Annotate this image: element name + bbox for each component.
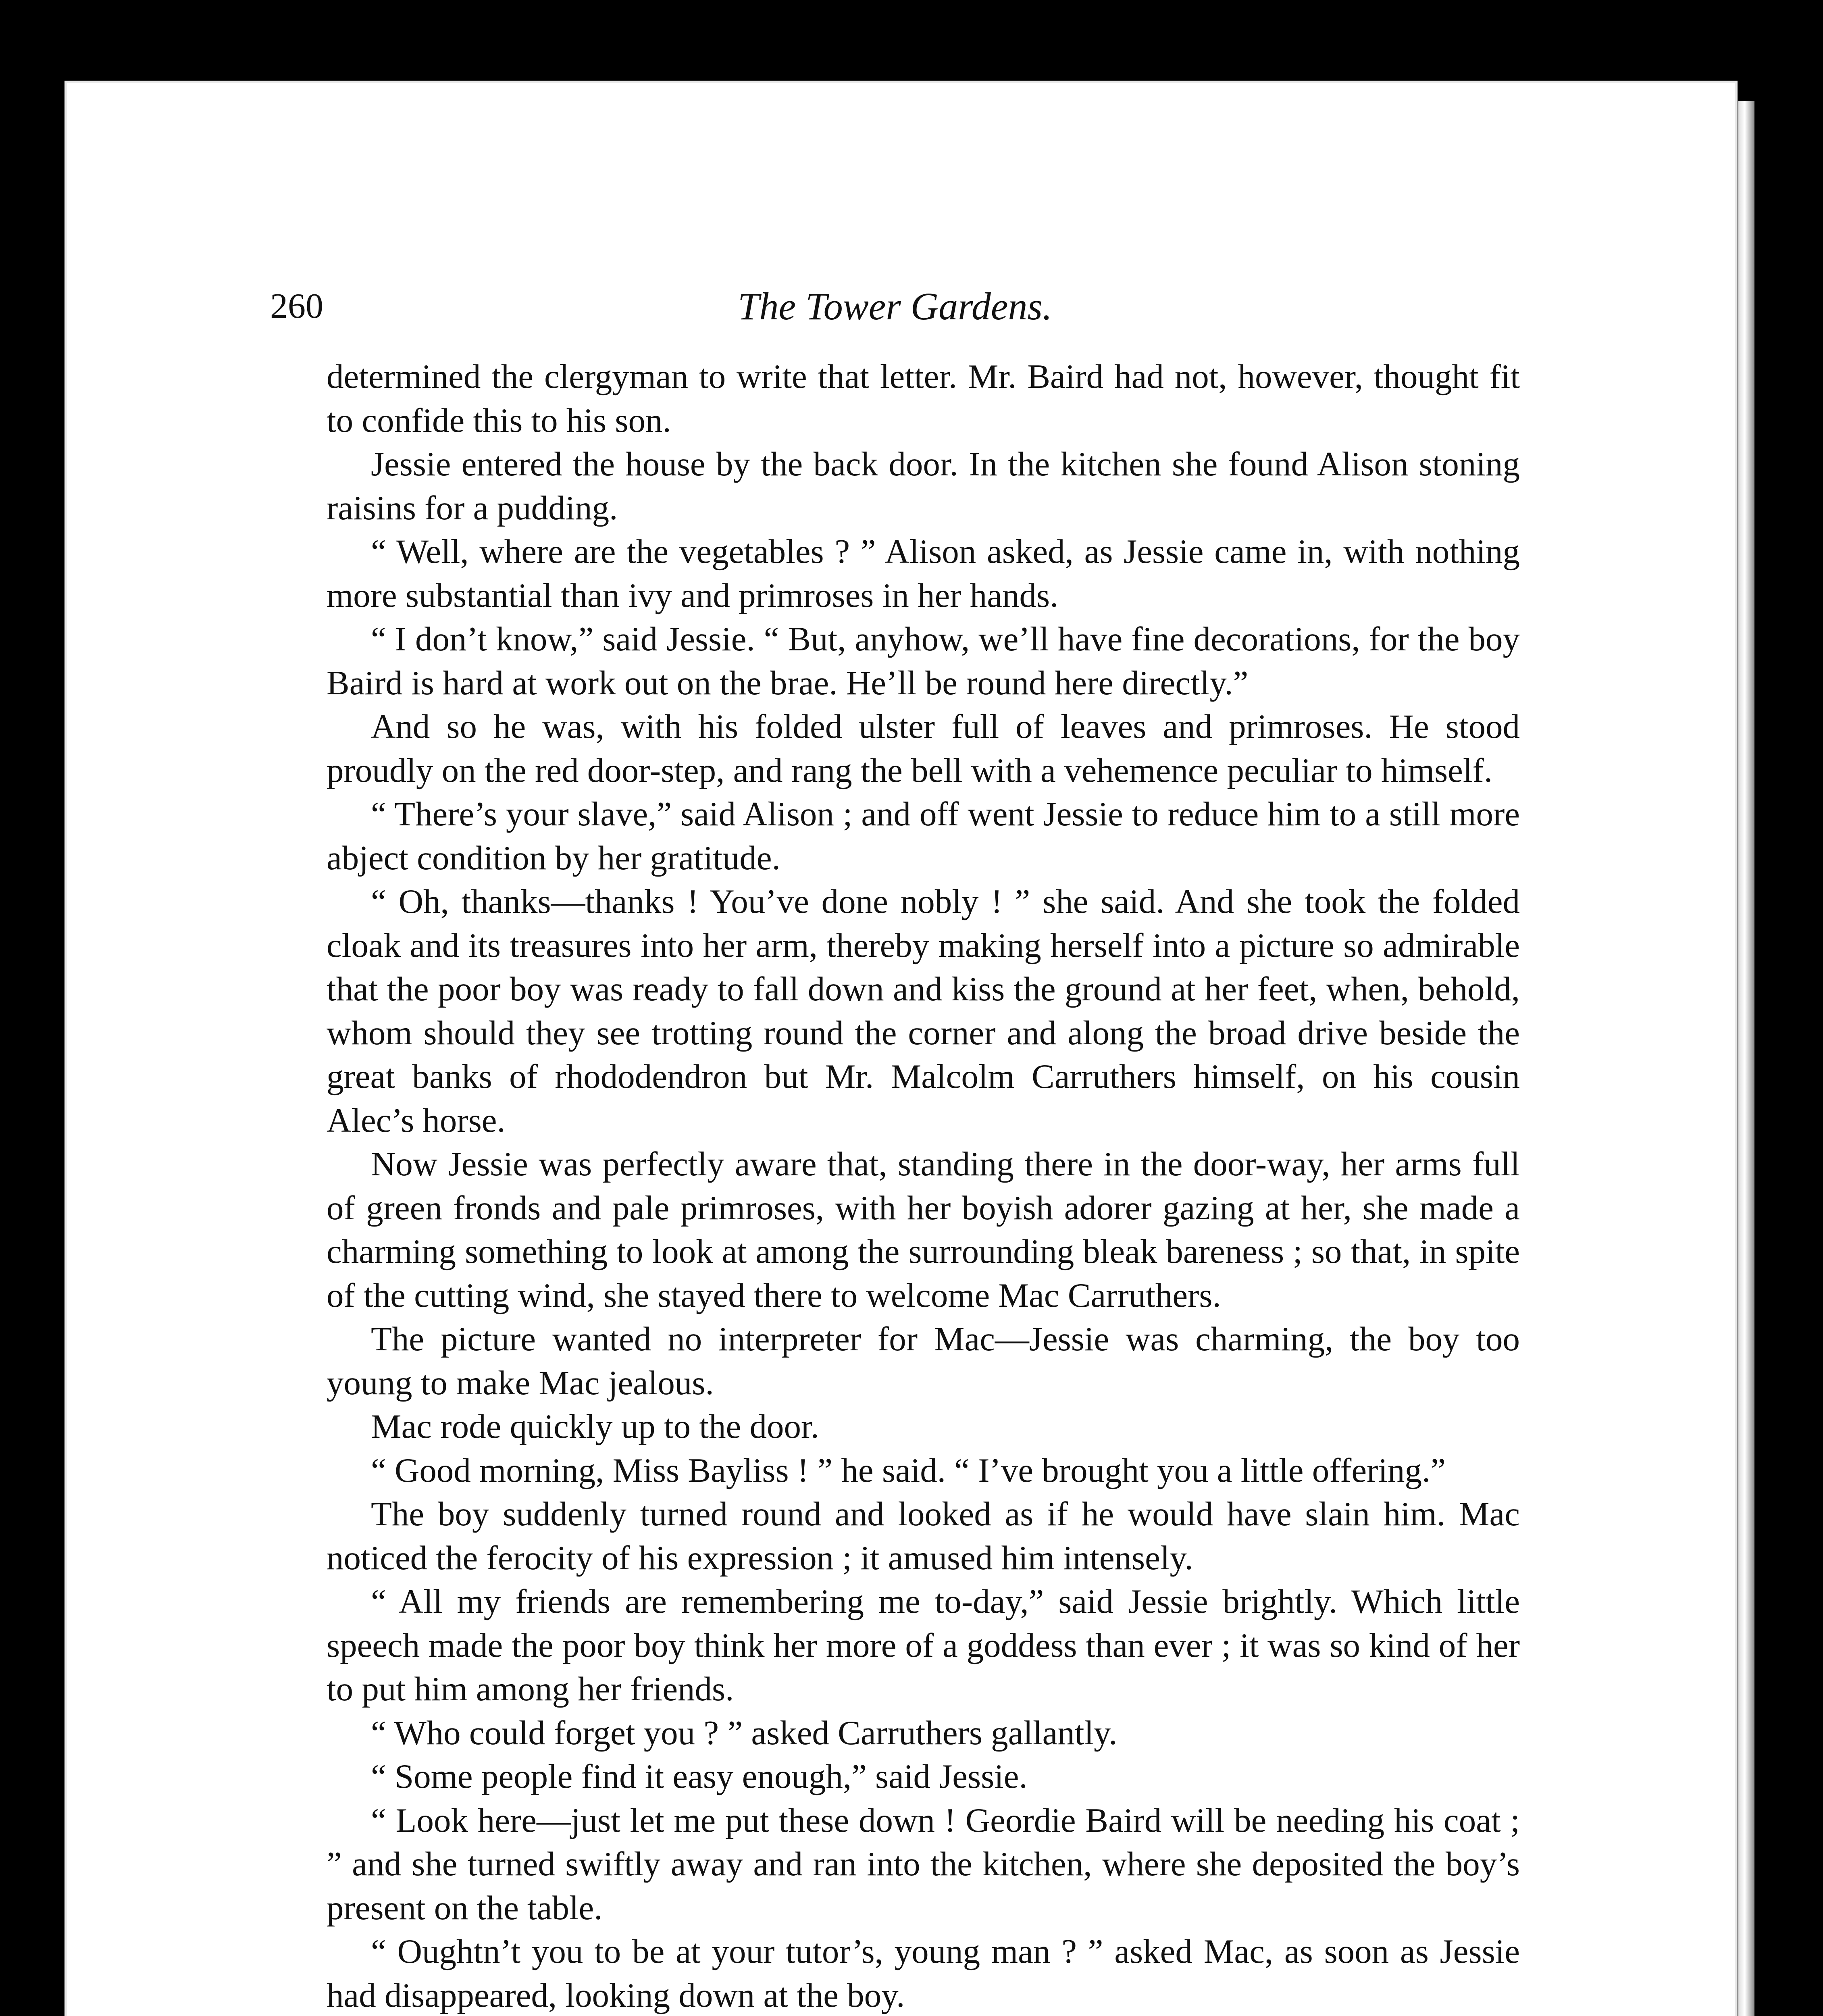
paragraph: “ Who could forget you ? ” asked Carruthers gallantly. <box>371 1714 1118 1752</box>
page-edge <box>1738 101 1754 2016</box>
body-text <box>327 355 1520 2016</box>
paragraph: “ I don’t know,” said Jessie. “ But, anyhow, we’ll have fine decorations, for the boy Baird is hard at work out on the brae. He’ll be round here directly.” <box>327 620 1520 702</box>
paragraph: “ Oh, thanks—thanks ! You’ve done nobly ! ” she said. And she took the folded cloak and its treasures into her arm, thereby making herself into a picture so admirable that the poor boy was ready to fall down and kiss the ground at her feet, when, behold, whom should they see trotting round the corner and along the broad drive beside the great banks of rhododendron but Mr. Malcolm Carruthers himself, on his cousin Alec’s horse. <box>327 883 1520 1139</box>
page-header <box>270 282 1520 331</box>
paragraph: “ Look here—just let me put these down ! Geordie Baird will be needing his coat ; ” and she turned swiftly away and ran into the kitchen, where she deposited the boy’s present on the table. <box>327 1801 1520 1927</box>
paragraph: The picture wanted no interpreter for Mac—Jessie was charming, the boy too young to make Mac jealous. <box>327 1320 1520 1402</box>
paragraph: “ Some people find it easy enough,” said Jessie. <box>371 1758 1028 1795</box>
paragraph: The boy suddenly turned round and looked as if he would have slain him. Mac noticed the ferocity of his expression ; it amused him intensely. <box>327 1495 1520 1577</box>
paragraph: And so he was, with his folded ulster full of leaves and primroses. He stood proudly on the red door-step, and rang the bell with a vehemence peculiar to himself. <box>327 708 1520 789</box>
paragraph: “ Well, where are the vegetables ? ” Alison asked, as Jessie came in, with nothing more substantial than ivy and primroses in her hands. <box>327 533 1520 614</box>
page-number: 260 <box>270 287 323 326</box>
running-title: The Tower Gardens. <box>738 285 1052 328</box>
paragraph: Mac rode quickly up to the door. <box>371 1408 819 1445</box>
paragraph: “ Good morning, Miss Bayliss ! ” he said. “ I’ve brought you a little offering.” <box>371 1451 1446 1489</box>
paragraph: determined the clergyman to write that letter. Mr. Baird had not, however, thought fit to confide this to his son. <box>327 358 1520 439</box>
paragraph: Jessie entered the house by the back door. In the kitchen she found Alison stoning raisins for a pudding. <box>327 445 1520 527</box>
paragraph: Now Jessie was perfectly aware that, standing there in the door-way, her arms full of green fronds and pale primroses, with her boyish adorer gazing at her, she made a charming something to look at among the surrounding bleak bareness ; so that, in spite of the cutting wind, she stayed there to welcome Mac Carruthers. <box>327 1145 1520 1314</box>
paragraph: “ All my friends are remembering me to-day,” said Jessie brightly. Which little speech made the poor boy think her more of a goddess than ever ; it was so kind of her to put him among her friends. <box>327 1583 1520 1708</box>
paragraph: “ Oughtn’t you to be at your tutor’s, young man ? ” asked Mac, as soon as Jessie had disappeared, looking down at the boy. <box>327 1933 1520 2014</box>
paragraph: “ There’s your slave,” said Alison ; and off went Jessie to reduce him to a still more abject condition by her gratitude. <box>327 795 1520 877</box>
